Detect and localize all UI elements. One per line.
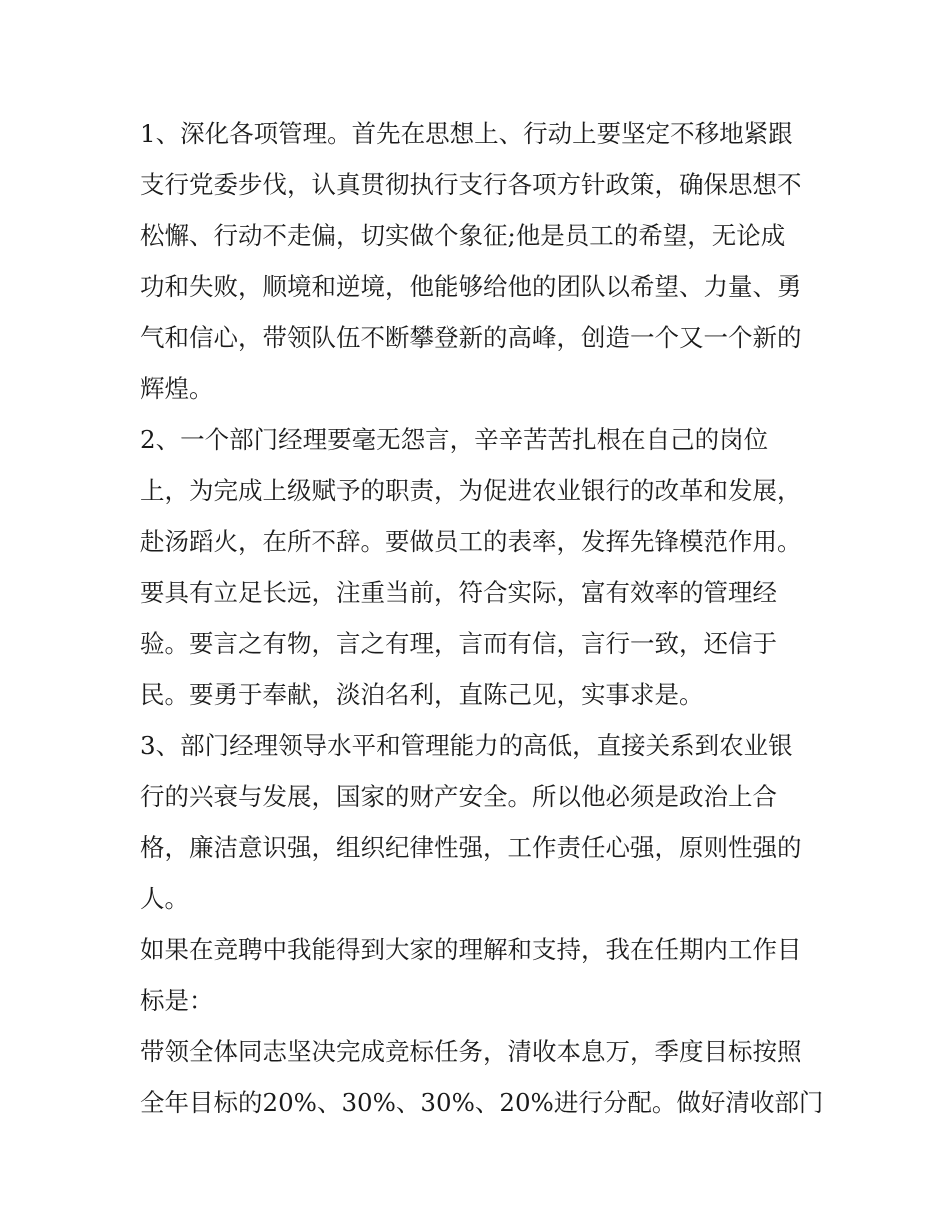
text-line: 要具有立足长远，注重当前，符合实际，富有效率的管理经 — [140, 578, 777, 607]
text-line: 如果在竞聘中我能得到大家的理解和支持，我在任期内工作目 — [140, 935, 802, 964]
document-body — [140, 108, 824, 1128]
text-line: 行的兴衰与发展，国家的财产安全。所以他必须是政治上合 — [140, 782, 777, 811]
text-line: 赴汤蹈火，在所不辞。要做员工的表率，发挥先锋模范作用。 — [140, 527, 802, 556]
text-line: 2、一个部门经理要毫无怨言，辛辛苦苦扎根在自己的岗位 — [140, 425, 769, 454]
text-line: 气和信心，带领队伍不断攀登新的高峰，创造一个又一个新的 — [140, 323, 802, 352]
text-line: 松懈、行动不走偏，切实做个象征;他是员工的希望，无论成 — [140, 221, 786, 250]
text-line: 3、部门经理领导水平和管理能力的高低，直接关系到农业银 — [140, 731, 793, 760]
text-line: 验。要言之有物，言之有理，言而有信，言行一致，还信于 — [140, 629, 777, 658]
text-line: 上，为完成上级赋予的职责，为促进农业银行的改革和发展， — [140, 476, 802, 505]
text-line: 标是： — [140, 986, 214, 1015]
text-line: 全年目标的20%、30%、30%、20%进行分配。做好清收部门 — [140, 1088, 824, 1117]
text-line: 支行党委步伐，认真贯彻执行支行各项方针政策，确保思想不 — [140, 170, 802, 199]
text-line: 带领全体同志坚决完成竞标任务，清收本息万，季度目标按照 — [140, 1037, 802, 1066]
text-line: 格，廉洁意识强，组织纪律性强，工作责任心强，原则性强的 — [140, 833, 802, 862]
text-line: 1、深化各项管理。首先在思想上、行动上要坚定不移地紧跟 — [140, 119, 793, 148]
text-line: 功和失败，顺境和逆境，他能够给他的团队以希望、力量、勇 — [140, 272, 802, 301]
text-line: 民。要勇于奉献，淡泊名利，直陈己见，实事求是。 — [140, 680, 704, 709]
text-line: 人。 — [140, 884, 189, 913]
text-line: 辉煌。 — [140, 374, 214, 403]
